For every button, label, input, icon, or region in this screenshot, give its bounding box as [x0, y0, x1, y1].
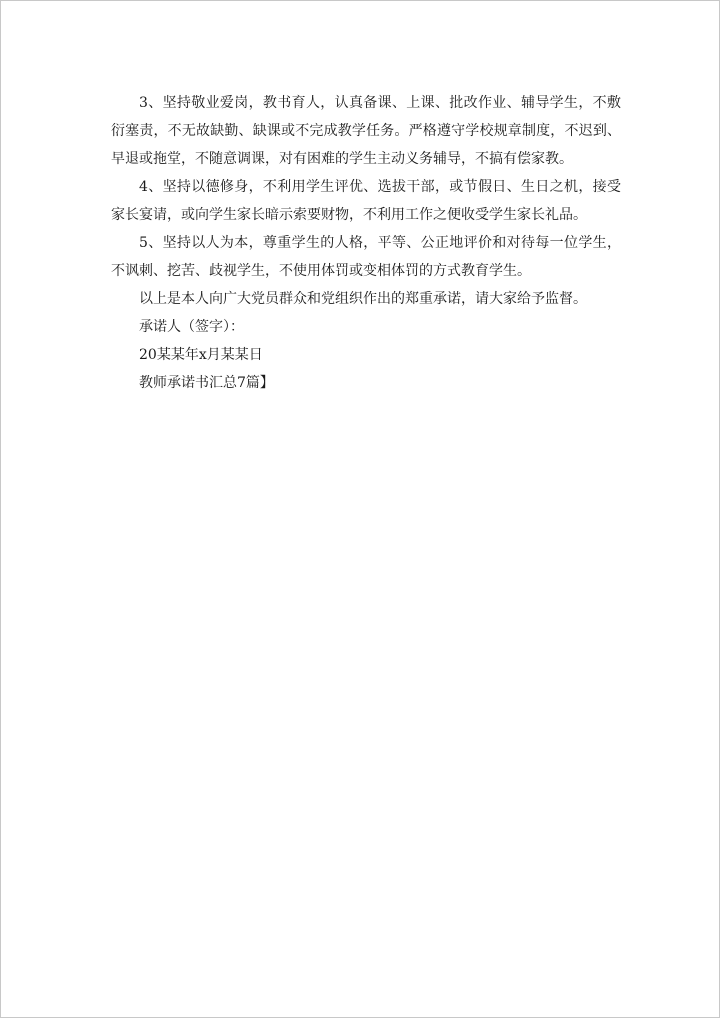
paragraph-item-3: 3、坚持敬业爱岗，教书育人，认真备课、上课、批改作业、辅导学生，不敷衍塞责，不无故缺勤、缺课或不完成教学任务。严格遵守学校规章制度，不迟到、早退或拖堂，不随意调课，对有困难的学生主动义务辅导，不搞有偿家教。 [111, 95, 621, 167]
paragraph-item-5: 5、坚持以人为本，尊重学生的人格，平等、公正地评价和对待每一位学生，不讽刺、挖苦、歧视学生，不使用体罚或变相体罚的方式教育学生。 [111, 235, 621, 279]
footer-title: 教师承诺书汇总7篇】 [139, 375, 274, 391]
signer-label: 承诺人（签字）： [139, 319, 244, 335]
paragraph-item-4: 4、坚持以德修身，不利用学生评优、选拔干部，或节假日、生日之机，接受家长宴请，或向学生家长暗示索要财物，不利用工作之便收受学生家长礼品。 [111, 179, 621, 223]
signing-date: 20某某年x月某某日 [139, 347, 263, 363]
closing-statement: 以上是本人向广大党员群众和党组织作出的郑重承诺，请大家给予监督。 [139, 291, 587, 307]
document-body [111, 89, 621, 397]
